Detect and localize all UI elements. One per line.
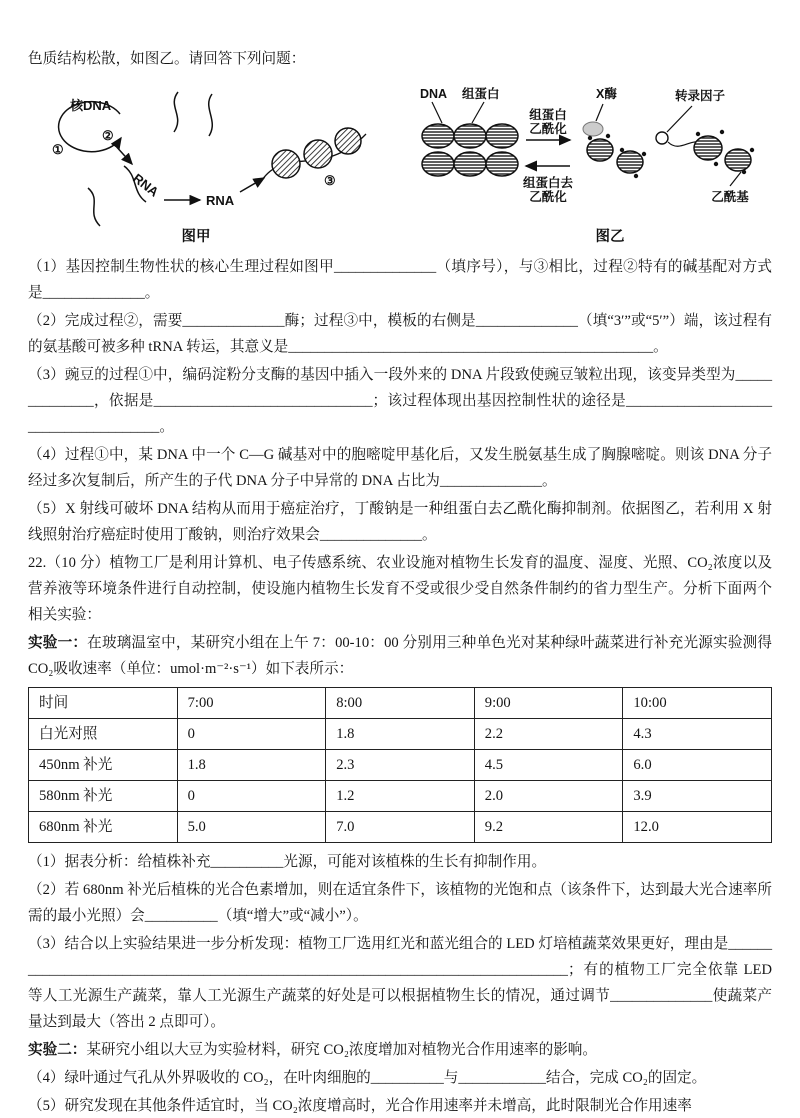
- nucleosome-icon: [486, 152, 518, 176]
- row-label: 680nm 补光: [29, 812, 178, 843]
- table-row-680nm: [29, 812, 772, 843]
- nucleosome-icon: [725, 149, 751, 171]
- row-label: 580nm 补光: [29, 781, 178, 812]
- nucleosome-icon: [422, 124, 454, 148]
- cell-value: 2.0: [474, 781, 623, 812]
- cell-value: 7.0: [326, 812, 475, 843]
- x-enzyme-label: X酶: [596, 87, 617, 101]
- table-header-1000: 10:00: [623, 688, 772, 719]
- experiment-1-text: 在玻璃温室中，某研究小组在上午 7：00-10：00 分别用三种单色光对某种绿叶蔬菜进行补充光源实验测得 CO₂吸收速率（单位：umol·m⁻²·s⁻¹）如下表所示：: [28, 635, 772, 677]
- transcription-arrow: [114, 144, 132, 164]
- deacetylation-label-line2: 乙酰化: [529, 190, 567, 204]
- histone-label: 组蛋白: [462, 87, 500, 101]
- translation-arrow: [240, 178, 264, 192]
- chromatin-squiggle-icon: [88, 188, 100, 226]
- table-row-580nm: [29, 781, 772, 812]
- cell-value: 9.2: [474, 812, 623, 843]
- cell-value: 1.8: [177, 750, 326, 781]
- step1-label: ①: [52, 142, 64, 157]
- acetyl-dot-icon: [588, 136, 592, 140]
- loosened-chromatin-cluster: [583, 122, 668, 178]
- cell-value: 1.2: [326, 781, 475, 812]
- acetyl-dot-icon: [634, 174, 638, 178]
- table-header-900: 9:00: [474, 688, 623, 719]
- cell-value: 0: [177, 719, 326, 750]
- acetyl-dot-icon: [714, 162, 718, 166]
- acetyl-dot-icon: [742, 170, 746, 174]
- rna-diagonal-label: RNA: [130, 170, 162, 200]
- deacetylation-label-line1: 组蛋白去: [522, 176, 574, 190]
- figure-jia-caption: 图甲: [181, 229, 211, 245]
- cell-value: 3.9: [623, 781, 772, 812]
- co2-absorption-table: [28, 687, 772, 843]
- question-22-3: （3）结合以上实验结果进一步分析发现：植物工厂选用红光和蓝光组合的 LED 灯培植蔬菜效果更好，理由是________________________________________________________________________________；有的植物工厂完全依靠 LED 等人工光源生产蔬菜，靠人工光源生产蔬菜的好处是可以根据植物生长的情况，通过调节______________使蔬菜产量达到最大（答出 2 点即可）。: [28, 936, 772, 1030]
- chromatin-squiggle-icon: [174, 92, 178, 132]
- ribosome-icon: [304, 140, 332, 168]
- table-header-time: 时间: [29, 688, 178, 719]
- polysome-ribosomes: [272, 128, 361, 178]
- acetyl-dot-icon: [696, 132, 700, 136]
- question-21-4: （4）过程①中，某 DNA 中一个 C—G 碱基对中的胞嘧啶甲基化后，又发生脱氨基生成了胸腺嘧啶。则该 DNA 分子经过多次复制后，所产生的子代 DNA 分子中异常的 DNA 占比为______________。: [28, 447, 772, 489]
- ribosome-icon: [272, 150, 300, 178]
- ribosome-icon: [335, 128, 361, 154]
- question-21-5: （5）X 射线可破坏 DNA 结构从而用于癌症治疗，丁酸钠是一种组蛋白去乙酰化酶抑制剂。依据图乙，若利用 X 射线照射治疗癌症时使用丁酸钠，则治疗效果会______________。: [28, 501, 772, 543]
- nucleosome-icon: [454, 152, 486, 176]
- question-22-1: （1）据表分析：给植株补充__________光源，可能对该植株的生长有抑制作用。: [28, 854, 547, 870]
- question-22-2: （2）若 680nm 补光后植株的光合色素增加，则在适宜条件下，该植物的光饱和点（该条件下，达到最大光合速率所需的最小光照）会__________（填“增大”或“减小”）。: [28, 882, 772, 924]
- table-header-800: 8:00: [326, 688, 475, 719]
- transcription-factor-pointer-line: [667, 106, 692, 132]
- experiment-2-intro: [28, 1037, 772, 1063]
- figures-row: [28, 76, 772, 248]
- acetyl-dot-icon: [750, 148, 754, 152]
- acetyl-dot-icon: [642, 152, 646, 156]
- cell-value: 0: [177, 781, 326, 812]
- nucleosome-icon: [454, 124, 486, 148]
- active-chromatin-cluster: [668, 130, 754, 174]
- cell-value: 6.0: [623, 750, 772, 781]
- cell-value: 2.2: [474, 719, 623, 750]
- cell-value: 2.3: [326, 750, 475, 781]
- question-21-1: （1）基因控制生物性状的核心生理过程如图甲______________（填序号），与③相比，过程②特有的碱基配对方式是______________。: [28, 259, 772, 301]
- cell-value: 1.8: [326, 719, 475, 750]
- cell-value: 5.0: [177, 812, 326, 843]
- nucleosome-icon: [422, 152, 454, 176]
- step2-label: ②: [102, 128, 114, 143]
- conversion-arrows: [526, 140, 570, 166]
- condensed-nucleosome-stack: [422, 124, 518, 176]
- step3-label: ③: [324, 173, 336, 188]
- cell-value: 4.5: [474, 750, 623, 781]
- histone-pointer-line: [472, 102, 484, 123]
- question-22-4: （4）绿叶通过气孔从外界吸收的 CO₂，在叶肉细胞的__________与____________结合，完成 CO₂的固定。: [28, 1070, 707, 1086]
- table-header-700: 7:00: [177, 688, 326, 719]
- experiment-2-text: 某研究小组以大豆为实验材料，研究 CO₂浓度增加对植物光合作用速率的影响。: [86, 1042, 597, 1058]
- acetyl-group-label: 乙酰基: [711, 190, 749, 204]
- experiment-2-label: 实验二：: [28, 1042, 87, 1058]
- figure-jia-diagram: [28, 80, 380, 248]
- acetylation-label-line2: 乙酰化: [529, 122, 567, 136]
- acetyl-dot-icon: [720, 130, 724, 134]
- question-22-5: （5）研究发现在其他条件适宜时，当 CO₂浓度增高时，光合作用速率并未增高，此时限制光合作用速率: [28, 1098, 692, 1114]
- acetylation-label-line1: 组蛋白: [529, 108, 567, 122]
- acetyl-pointer-line: [730, 172, 741, 186]
- figure-yi-caption: 图乙: [595, 229, 625, 245]
- x-enzyme-pointer-line: [596, 104, 603, 121]
- nucleosome-icon: [486, 124, 518, 148]
- nucleosome-icon: [617, 151, 643, 173]
- row-label: 白光对照: [29, 719, 178, 750]
- x-enzyme-blob-icon: [583, 122, 603, 136]
- nucleosome-icon: [694, 136, 722, 160]
- acetyl-dot-icon: [606, 134, 610, 138]
- row-label: 450nm 补光: [29, 750, 178, 781]
- nuclear-dna-label: 核DNA: [70, 98, 112, 113]
- figure-yi-diagram: [400, 80, 772, 248]
- intro-text: 色质结构松散，如图乙。请回答下列问题：: [28, 51, 306, 67]
- acetyl-dot-icon: [620, 148, 624, 152]
- question-21-2: （2）完成过程②，需要______________酶；过程③中，模板的右侧是______________（填“3′”或“5′”）端，该过程有的氨基酸可被多种 tRNA 转运，其意义是__________________________________________________。: [28, 313, 772, 355]
- cell-value: 4.3: [623, 719, 772, 750]
- chromatin-squiggle-icon: [209, 94, 213, 136]
- table-header-row: [29, 688, 772, 719]
- transcription-factor-label: 转录因子: [674, 89, 726, 103]
- experiment-1-intro: [28, 630, 772, 682]
- experiment-1-label: 实验一：: [28, 635, 88, 651]
- question-22-intro: 22.（10 分）植物工厂是利用计算机、电子传感系统、农业设施对植物生长发育的温度、湿度、光照、CO₂浓度以及营养液等环境条件进行自动控制，使设施内植物生长发育不受或很少受自然条件制约的省力型生产。分析下面两个相关实验：: [28, 555, 772, 623]
- rna-label: RNA: [206, 193, 235, 208]
- dna-pointer-line: [432, 102, 442, 123]
- nucleosome-icon: [587, 139, 613, 161]
- dna-label: DNA: [420, 87, 448, 101]
- transcription-factor-icon: [656, 132, 668, 144]
- table-row-white-light: [29, 719, 772, 750]
- cell-value: 12.0: [623, 812, 772, 843]
- table-row-450nm: [29, 750, 772, 781]
- question-21-3: （3）豌豆的过程①中，编码淀粉分支酶的基因中插入一段外来的 DNA 片段致使豌豆皱粒出现，该变异类型为______________，依据是______________________________；该过程体现出基因控制性状的途径是______________________________________。: [28, 367, 772, 435]
